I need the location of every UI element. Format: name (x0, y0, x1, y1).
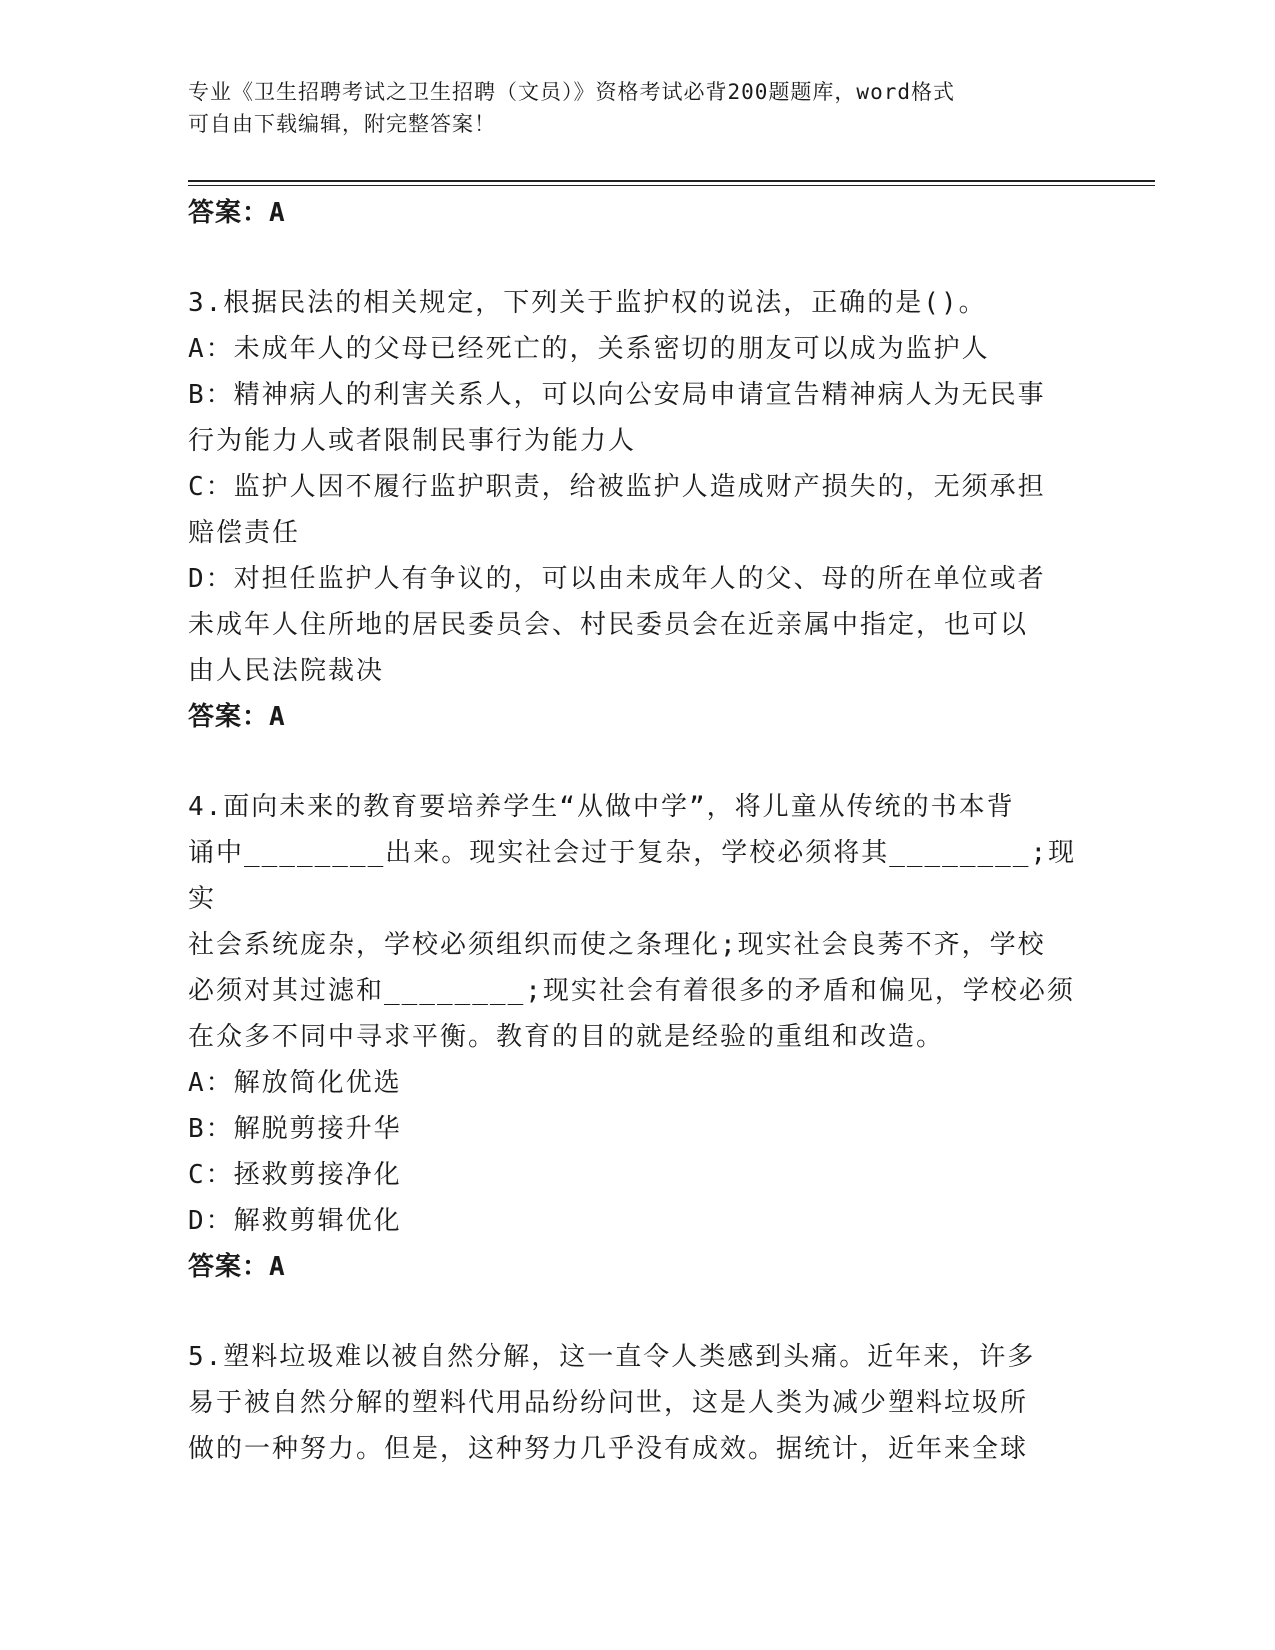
option-a: A：未成年人的父母已经死亡的，关系密切的朋友可以成为监护人 (188, 334, 990, 364)
question-stem-line-5: 在众多不同中寻求平衡。教育的目的就是经验的重组和改造。 (188, 1022, 945, 1052)
option-b: B：解脱剪接升华 (188, 1114, 402, 1144)
option-b-line-2: 行为能力人或者限制民事行为能力人 (188, 426, 637, 456)
answer-previous: 答案：A (188, 198, 286, 228)
spacer (188, 236, 1078, 280)
header-line-1: 专业《卫生招聘考试之卫生招聘（文员）》资格考试必背200题题库，word格式 (188, 80, 955, 104)
spacer (188, 1290, 1078, 1334)
question-3 (188, 280, 1078, 740)
question-stem-line-1: 4.面向未来的教育要培养学生“从做中学”，将儿童从传统的书本背 (188, 792, 1015, 822)
option-d-line-1: D：对担任监护人有争议的，可以由未成年人的父、母的所在单位或者 (188, 564, 1046, 594)
question-stem-line-4: 必须对其过滤和________;现实社会有着很多的矛盾和偏见，学校必须 (188, 976, 1075, 1006)
option-b-line-1: B：精神病人的利害关系人，可以向公安局申请宣告精神病人为无民事 (188, 380, 1046, 410)
question-stem-line-3: 做的一种努力。但是，这种努力几乎没有成效。据统计，近年来全球 (188, 1434, 1029, 1464)
option-d: D：解救剪辑优化 (188, 1206, 402, 1236)
header-divider-thick (188, 180, 1155, 182)
answer: 答案：A (188, 1252, 286, 1282)
document-body (188, 190, 1078, 1472)
option-d-line-2: 未成年人住所地的居民委员会、村民委员会在近亲属中指定，也可以 (188, 610, 1029, 640)
document-header (188, 76, 1068, 140)
question-5 (188, 1334, 1078, 1472)
spacer (188, 740, 1078, 784)
header-line-2: 可自由下载编辑，附完整答案！ (188, 112, 496, 136)
question-stem-line-1: 5.塑料垃圾难以被自然分解，这一直令人类感到头痛。近年来，许多 (188, 1342, 1036, 1372)
option-c-line-2: 赔偿责任 (188, 518, 301, 548)
option-c: C：拯救剪接净化 (188, 1160, 402, 1190)
question-stem: 3.根据民法的相关规定，下列关于监护权的说法，正确的是()。 (188, 288, 987, 318)
question-stem-line-2: 易于被自然分解的塑料代用品纷纷问世，这是人类为减少塑料垃圾所 (188, 1388, 1029, 1418)
answer: 答案：A (188, 702, 286, 732)
option-c-line-1: C：监护人因不履行监护职责，给被监护人造成财产损失的，无须承担 (188, 472, 1046, 502)
question-4 (188, 784, 1078, 1290)
header-divider-thin (188, 185, 1155, 186)
option-a: A：解放简化优选 (188, 1068, 402, 1098)
option-d-line-3: 由人民法院裁决 (188, 656, 385, 686)
question-stem-line-2: 诵中________出来。现实社会过于复杂，学校必须将其________;现实 (188, 838, 1077, 914)
question-stem-line-3: 社会系统庞杂，学校必须组织而使之条理化;现实社会良莠不齐，学校 (188, 930, 1046, 960)
